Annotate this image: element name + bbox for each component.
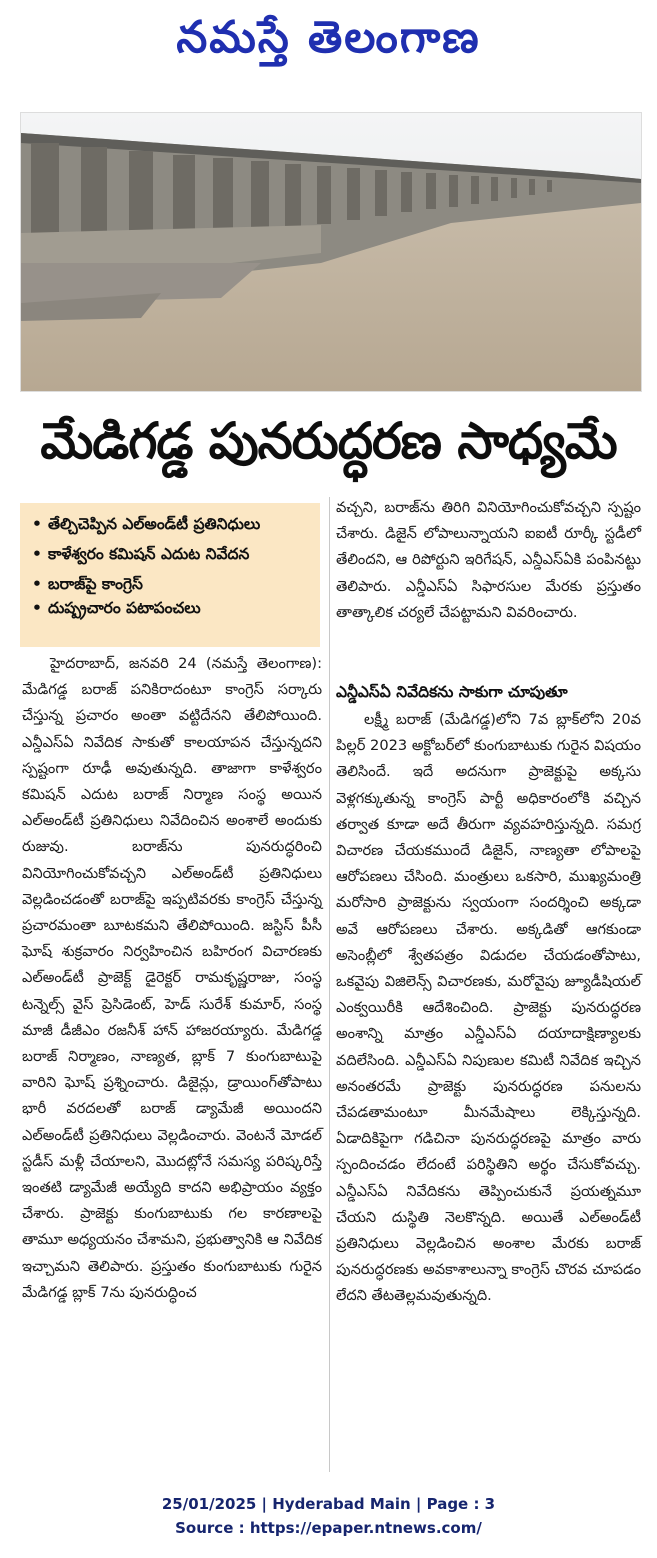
footer-source-line: Source : https://epaper.ntnews.com/ [175,1519,482,1537]
article-subheading: ఎన్డీఎస్‌ఏ నివేదికను సాకుగా చూపుతూ [336,683,568,701]
barrage-photo [20,112,642,392]
column-divider [329,497,330,1472]
masthead-title: నమస్తే తెలంగాణ [176,12,481,63]
headline [16,402,641,482]
article-paragraph: లక్ష్మీ బరాజ్‌ (మేడిగడ్డ)లోని 7వ బ్లాక్‌లోని 20వ పిల్లర్‌ 2023 అక్టోబర్‌లో కుంగుబాటుకు గురైన విషయం తెలిసిందే. ఇదే అదనుగా ప్రాజెక్టుపై అక్కసు వెళ్లగక్కుతున్న కాంగ్రెస్‌ పార్టీ అధికారంలోకి వచ్చిన తర్వాత కూడా అదే తీరుగా వ్యవహరిస్తున్నది. సమగ్ర విచారణ చేయకముందే డిజైన్‌, నాణ్యతా లోపాలపై ఆరోపణలు చేసింది. మంత్రులు ఒకసారి, ముఖ్యమంత్రి మరోసారి ప్రాజెక్టును స్వయంగా సందర్శించి అక్కడా అవే ఆరోపణలు చేశారు. అక్కడితో ఆగకుండా అసెంబ్లీలో శ్వేతపత్రం విడుదల చేయడంతోపాటు, ఒకవైపు విజిలెన్స్‌ విచారణకు, మరోవైపు జ్యూడీషియల్‌ ఎంక్వయిరీకి ఆదేశించింది. ప్రాజెక్టు పునరుద్ధరణ అంశాన్ని మాత్రం ఎన్డీఎస్‌ఏ దయాదాక్షిణ్యాలకు వదిలేసింది. ఎన్డీఎస్‌ఏ నిపుణుల కమిటీ నివేదిక ఇచ్చిన అనంతరమే ప్రాజెక్టు పునరుద్ధరణ పనులను చేపడతామంటూ మీనమేషాలు లెక్కిస్తున్నది. ఏడాదికిపైగా గడిచినా పునరుద్ధరణపై మాత్రం వారు స్పందించడం లేదంటే పరిస్థితిని అర్థం చేసుకోవచ్చు. ఎన్డీఎస్‌ఏ నివేదికను తెప్పించుకునే ప్రయత్నమూ చేయని దుస్థితి నెలకొన్నది. అయితే ఎల్‌అండ్‌టీ ప్రతినిధులు వెల్లడించిన అంశాల మేరకు బరాజ్‌ పునరుద్ధరణకు అవకాశాలున్నా కాంగ్రెస్‌ చొరవ చూపడం లేదని తేటతెల్లమవుతున్నది. [336,711,641,1305]
article-body-right-top [336,495,641,626]
highlight-item: • బరాజ్‌పై కాంగ్రెస్‌ [32,573,310,595]
highlights-box [20,503,320,647]
highlight-item-text: దుష్ప్రచారం పటాపంచలు [48,599,201,617]
highlight-item: • తేల్చిచెప్పిన ఎల్‌అండ్‌టీ ప్రతినిధులు [32,513,310,535]
article-body-left [22,651,322,1306]
article-paragraph: వచ్చని, బరాజ్‌ను తిరిగి వినియోగించుకోవచ్చని స్పష్టం చేశారు. డిజైన్‌ లోపాలున్నాయని ఐఐటీ రూర్కీ స్టడీలో తేలిందని, ఆ రిపోర్టుని ఇరిగేషన్‌, ఎన్డీఎస్‌ఏకి పంపినట్టు తెలిపారు. ఎన్డీఎస్‌ఏ సిఫారసుల మేరకు ప్రస్తుతం తాత్కాలిక చర్యలే చేపట్టామని వివరించారు. [336,499,641,621]
headline-text: మేడిగడ్డ పునరుద్ధరణ సాధ్యమే [40,412,617,470]
article-body-right-bottom [336,707,641,1310]
highlight-item: • కాళేశ్వరం కమిషన్‌ ఎదుట నివేదన [32,543,310,565]
footer-edition-line: 25/01/2025 | Hyderabad Main | Page : 3 [161,1495,496,1513]
article-paragraph: హైదరాబాద్‌, జనవరి 24 (నమస్తే తెలంగాణ): మేడిగడ్డ బరాజ్‌ పనికిరాదంటూ కాంగ్రెస్‌ సర్కారు చేస్తున్న ప్రచారం అంతా వట్టిదేనని తేలిపోయింది. ఎన్డీఎస్‌ఏ నివేదిక సాకుతో కాలయాపన చేస్తున్నదని స్పష్టంగా రూఢీ అవుతున్నది. తాజాగా కాళేశ్వరం కమిషన్‌ ఎదుట బరాజ్‌ నిర్మాణ సంస్థ అయిన ఎల్‌అండ్‌టీ ప్రతినిధులు నివేదించిన అంశాలే అందుకు రుజువు. బరాజ్‌ను పునరుద్ధరించి వినియోగించుకోవచ్చని ఎల్‌అండ్‌టీ ప్రతినిధులు వెల్లడించడంతో బరాజ్‌పై ఇప్పటివరకు కాంగ్రెస్‌ చేస్తున్న ప్రచారమంతా బూటకమని తేలిపోయింది. జస్టిస్‌ పీసీ ఘోష్‌ శుక్రవారం నిర్వహించిన బహిరంగ విచారణకు ఎల్‌అండ్‌టీ ప్రాజెక్ట్‌ డైరెక్టర్‌ రామకృష్ణరాజు, సంస్థ టన్నెల్స్‌ వైస్‌ ప్రెసిడెంట్‌, హెడ్‌ సురేశ్‌ కుమార్‌, సంస్థ మాజీ డీజీఎం రజనీశ్‌ హాన్‌ హాజరయ్యారు. మేడిగడ్డ బరాజ్‌ నిర్మాణం, నాణ్యత, బ్లాక్‌ 7 కుంగుబాటుపై వారిని ఘోష్‌ ప్రశ్నించారు. డిజైన్లు, డ్రాయింగ్‌తోపాటు భారీ వరదలతో బరాజ్‌ డ్యామేజీ అయిందని ఎల్‌అండ్‌టీ ప్రతినిధులు వెల్లడించారు. వెంటనే మోడల్‌ స్టడీస్‌ మళ్లీ చేయాలని, మొదట్లోనే సమస్య పరిష్కరిస్తే ఇంతటి డ్యామేజీ అయ్యేది కాదని అభిప్రాయం వ్యక్తం చేశారు. ప్రాజెక్టు కుంగుబాటుకు గల కారణాలపై తామూ అధ్యయనం చేశామని, ప్రభుత్వానికి ఆ నివేదిక ఇచ్చామని తెలిపారు. ప్రస్తుతం కుంగుబాటుకు గురైన మేడిగడ్డ బ్లాక్‌ 7ను పునరుద్ధించ [22,655,322,1301]
page-footer [0,1492,657,1540]
masthead [0,6,657,76]
highlight-item-continued [32,597,310,619]
